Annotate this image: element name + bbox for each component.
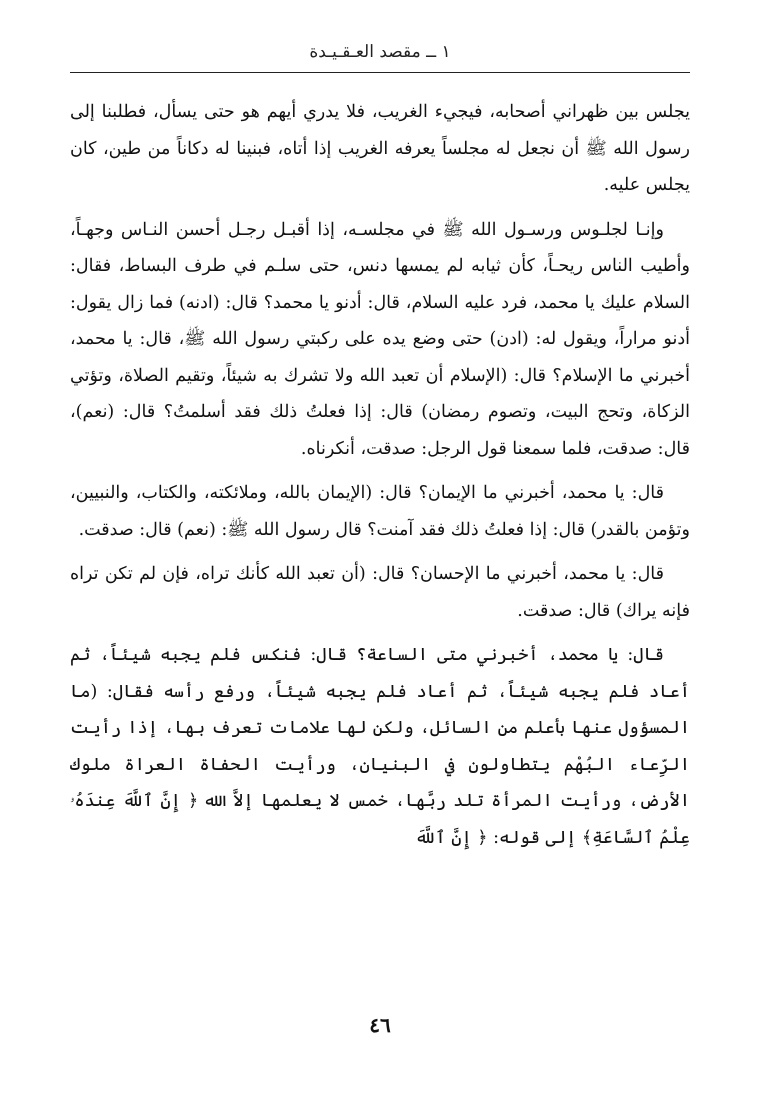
paragraph-4: قال: يا محمد، أخبرني ما الإحسان؟ قال: (أن تعبد الله كأنك تراه، فإن لم تكن تراه فإنه يراك) قال: صدقت. [70, 564, 690, 621]
body-text [70, 94, 690, 856]
paragraph-2: وإنـا لجلـوس ورسـول الله ﷺ في مجلسـه، إذا أقبـل رجـل أحسن النـاس وجهـاً، وأطيب الناس ريحـاً، كأن ثيابه لم يمسها دنس، حتى سلـم في طرف البساط، فقال: السلام عليك يا محمد، فرد عليه السلام، قال: أدنو يا محمد؟ قال: (ادنه) فما زال يقول: أدنو مراراً، ويقول له: (ادن) حتى وضع يده على ركبتي رسول الله ﷺ، قال: يا محمد، أخبرني ما الإسلام؟ قال: (الإسلام أن تعبد الله ولا تشرك به شيئاً، وتقيم الصلاة، وتؤتي الزكاة، وتحج البيت، وتصوم رمضان) قال: إذا فعلتُ ذلك فقد أسلمتُ؟ قال: (نعم)، قال: صدقت، فلما سمعنا قول الرجل: صدقت، أنكرناه. [70, 219, 690, 459]
paragraph-3: قال: يا محمد، أخبرني ما الإيمان؟ قال: (الإيمان بالله، وملائكته، والكتاب، والنبيين، وتؤمن بالقدر) قال: إذا فعلتُ ذلك فقد آمنت؟ قال رسول الله ﷺ: (نعم) قال: صدقت. [70, 483, 690, 540]
paragraph-1: يجلس بين ظهراني أصحابه، فيجيء الغريب، فلا يدري أيهم هو حتى يسأل، فطلبنا إلى رسول الله ﷺ أن نجعل له مجلساً يعرفه الغريب إذا أتاه، فبنينا له دكاناً من طين، كان يجلس عليه. [70, 102, 690, 195]
page-number: ٤٦ [369, 1013, 391, 1037]
header-rule [70, 72, 690, 73]
paragraph-5: قال: يا محمد، أخبرني متى الساعة؟ قال: فنكس فلم يجبه شيئاً، ثم أعاد فلم يجبه شيئاً، ثم أعاد فلم يجبه شيئاً، ورفع رأسه فقال: (ما المسؤول عنها بأعلم من السائل، ولكن لها علامات تعرف بها، إذا رأيت الرِّعاء البُهْم يتطاولون في البنيان، ورأيت الحفاة العراة ملوك الأرض، ورأيت المرأة تلد ربَّها، خمس لا يعلمها إلاَّ الله ﴿ إِنَّ ٱللَّهَ عِندَهُۥ عِلْمُ ٱلسَّاعَةِ﴾ إلى قوله: ﴿ إِنَّ ٱللَّهَ [70, 645, 690, 848]
running-header: ١ ــ مقصد العـقـيـدة [309, 42, 451, 62]
